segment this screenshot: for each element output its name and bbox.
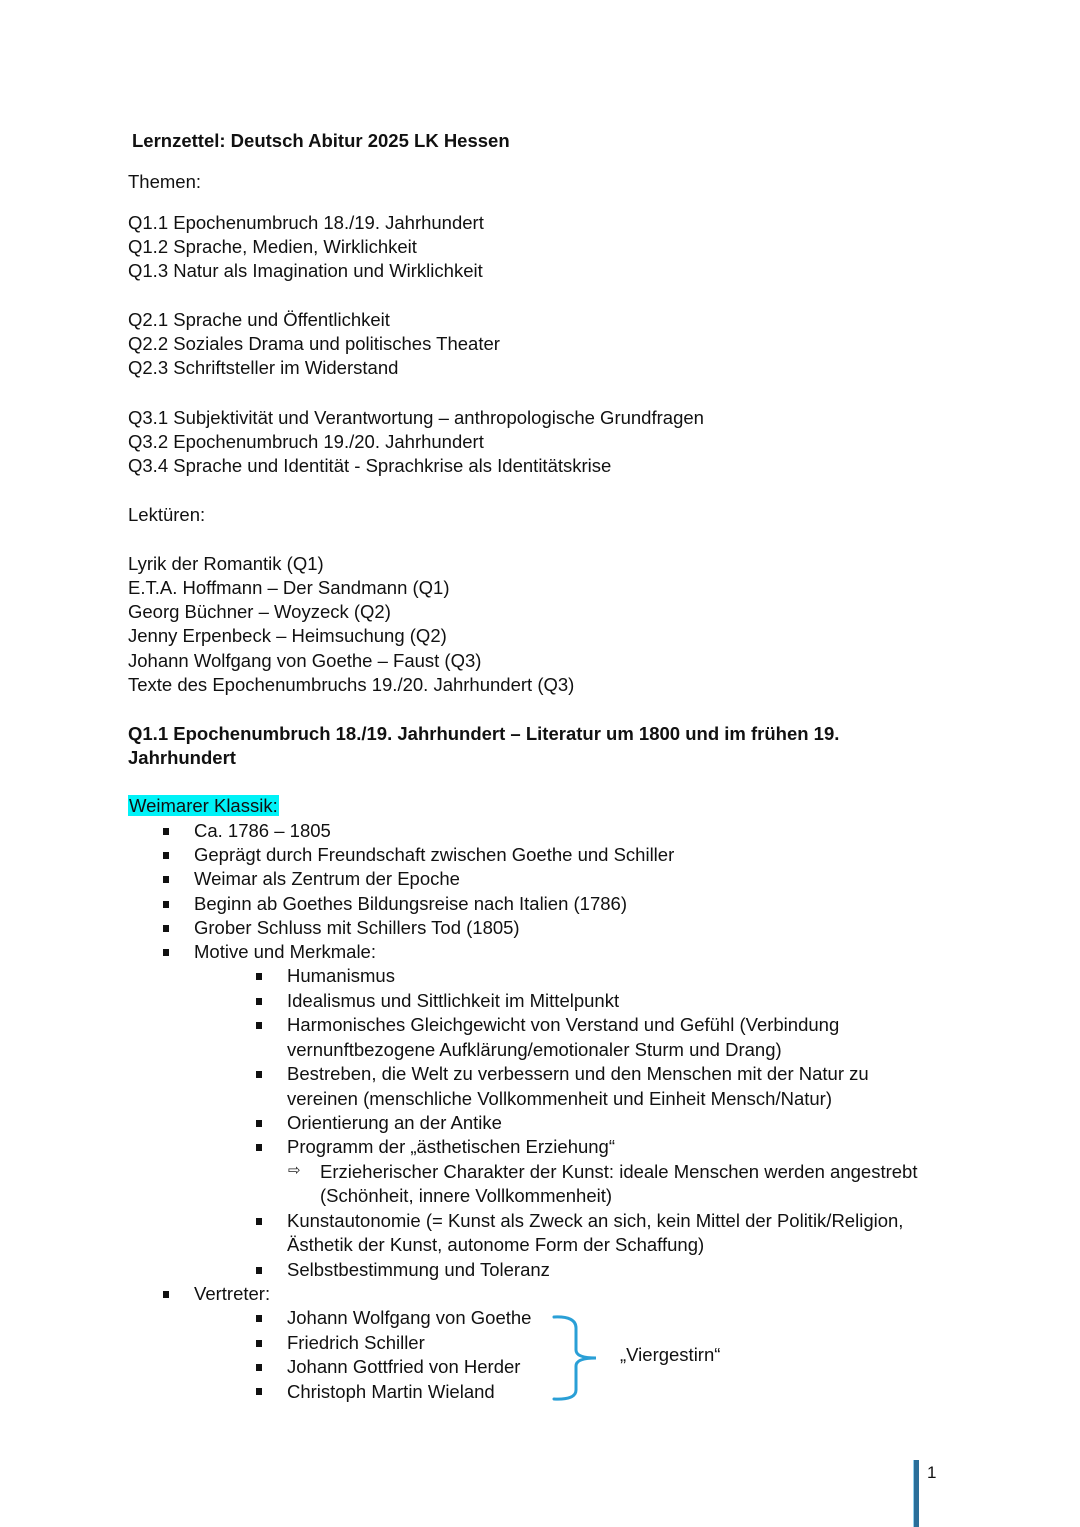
bullet-icon <box>163 925 169 932</box>
vertreter-label: Vertreter: <box>194 1283 271 1304</box>
themen-label: Themen: <box>128 171 202 192</box>
merkmal-item: Humanismus <box>287 965 395 986</box>
bullet-icon <box>163 901 169 908</box>
vertreter-item: Friedrich Schiller <box>287 1332 425 1353</box>
themen-item: Q2.2 Soziales Drama und politisches Theater <box>128 333 500 354</box>
curly-brace-icon <box>552 1314 602 1404</box>
merkmal-item-cont: Ästhetik der Kunst, autonome Form der Schaffung) <box>287 1234 705 1255</box>
merkmal-item: Orientierung an der Antike <box>287 1112 502 1133</box>
bullet-item: Grober Schluss mit Schillers Tod (1805) <box>194 917 520 938</box>
themen-item: Q3.1 Subjektivität und Verantwortung – anthropologische Grundfragen <box>128 407 704 428</box>
themen-item: Q3.2 Epochenumbruch 19./20. Jahrhundert <box>128 431 484 452</box>
merkmal-item: Bestreben, die Welt zu verbessern und den Menschen mit der Natur zu <box>287 1063 869 1084</box>
arrow-note: Erzieherischer Charakter der Kunst: ideale Menschen werden angestrebt <box>320 1161 918 1182</box>
themen-item: Q2.1 Sprache und Öffentlichkeit <box>128 309 390 330</box>
arrow-right-icon: ⇨ <box>288 1162 301 1179</box>
highlighted-label: Weimarer Klassik: <box>129 795 278 816</box>
themen-item: Q1.3 Natur als Imagination und Wirklichkeit <box>128 260 483 281</box>
vertreter-item: Johann Gottfried von Herder <box>287 1356 521 1377</box>
bullet-item: Motive und Merkmale: <box>194 941 376 962</box>
merkmal-item: Programm der „ästhetischen Erziehung“ <box>287 1136 616 1157</box>
lektuere-item: Georg Büchner – Woyzeck (Q2) <box>128 601 391 622</box>
bullet-icon <box>256 1144 262 1151</box>
section-heading-cont: Jahrhundert <box>128 747 236 768</box>
vertreter-item: Christoph Martin Wieland <box>287 1381 495 1402</box>
lektuere-item: E.T.A. Hoffmann – Der Sandmann (Q1) <box>128 577 450 598</box>
bullet-icon <box>256 1022 262 1029</box>
lektuere-item: Johann Wolfgang von Goethe – Faust (Q3) <box>128 650 482 671</box>
vertreter-item: Johann Wolfgang von Goethe <box>287 1307 532 1328</box>
document-title: Lernzettel: Deutsch Abitur 2025 LK Hessen <box>132 130 510 151</box>
viergestirn-label: „Viergestirn“ <box>620 1344 721 1365</box>
bullet-icon <box>256 998 262 1005</box>
merkmal-item-cont: vernunftbezogene Aufklärung/emotionaler Sturm und Drang) <box>287 1039 782 1060</box>
subsection-label <box>128 794 279 818</box>
bullet-icon <box>256 1388 262 1395</box>
lektuere-item: Texte des Epochenumbruchs 19./20. Jahrhundert (Q3) <box>128 674 575 695</box>
themen-item: Q1.2 Sprache, Medien, Wirklichkeit <box>128 236 417 257</box>
bullet-icon <box>256 1071 262 1078</box>
bullet-icon <box>256 1364 262 1371</box>
merkmal-item: Kunstautonomie (= Kunst als Zweck an sich, kein Mittel der Politik/Religion, <box>287 1210 904 1231</box>
bullet-icon <box>163 876 169 883</box>
page-number: 1 <box>927 1463 937 1482</box>
bullet-icon <box>163 852 169 859</box>
bullet-icon <box>256 1218 262 1225</box>
lektueren-label: Lektüren: <box>128 504 206 525</box>
lektuere-item: Jenny Erpenbeck – Heimsuchung (Q2) <box>128 625 447 646</box>
bullet-icon <box>256 973 262 980</box>
themen-item: Q3.4 Sprache und Identität - Sprachkrise als Identitätskrise <box>128 455 612 476</box>
bullet-icon <box>163 949 169 956</box>
bullet-icon <box>256 1120 262 1127</box>
bullet-item: Beginn ab Goethes Bildungsreise nach Italien (1786) <box>194 893 627 914</box>
bullet-icon <box>256 1340 262 1347</box>
bullet-icon <box>256 1315 262 1322</box>
merkmal-item: Harmonisches Gleichgewicht von Verstand und Gefühl (Verbindung <box>287 1014 840 1035</box>
merkmal-item-cont: vereinen (menschliche Vollkommenheit und Einheit Mensch/Natur) <box>287 1088 832 1109</box>
section-heading: Q1.1 Epochenumbruch 18./19. Jahrhundert – Literatur um 1800 und im frühen 19. <box>128 723 840 744</box>
bullet-icon <box>163 828 169 835</box>
bullet-item: Geprägt durch Freundschaft zwischen Goethe und Schiller <box>194 844 675 865</box>
arrow-note-cont: (Schönheit, innere Vollkommenheit) <box>320 1185 613 1206</box>
page-number-bar <box>913 1460 919 1527</box>
bullet-item: Ca. 1786 – 1805 <box>194 820 331 841</box>
merkmal-item: Idealismus und Sittlichkeit im Mittelpunkt <box>287 990 620 1011</box>
lektuere-item: Lyrik der Romantik (Q1) <box>128 553 324 574</box>
themen-item: Q1.1 Epochenumbruch 18./19. Jahrhundert <box>128 212 484 233</box>
merkmal-item: Selbstbestimmung und Toleranz <box>287 1259 550 1280</box>
bullet-item: Weimar als Zentrum der Epoche <box>194 868 460 889</box>
themen-item: Q2.3 Schriftsteller im Widerstand <box>128 357 399 378</box>
bullet-icon <box>256 1267 262 1274</box>
bullet-icon <box>163 1291 169 1298</box>
